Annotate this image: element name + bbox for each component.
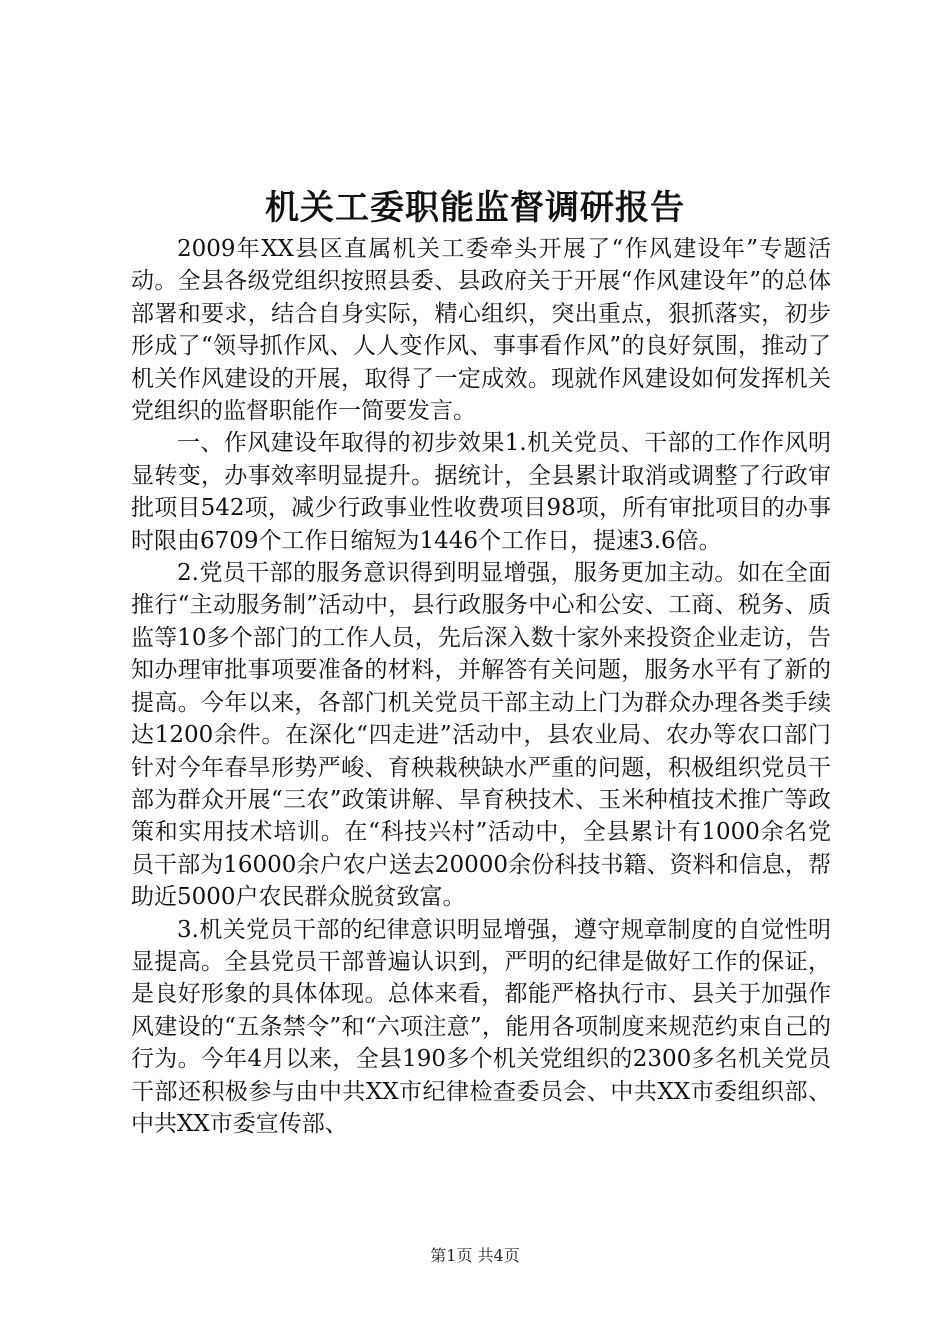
- document-title: 机关工委职能监督调研报告: [265, 188, 685, 228]
- paragraph-intro: 2009年XX县区直属机关工委牵头开展了“作风建设年”专题活动。全县各级党组织按照县委、县政府关于开展“作风建设年”的总体部署和要求，结合自身实际，精心组织，突出重点，狠抓落实，初步形成了“领导抓作风、人人变作风、事事看作风”的良好氛围，推动了机关作风建设的开展，取得了一定成效。现就作风建设如何发挥机关党组织的监督职能作一简要发言。: [131, 236, 831, 425]
- paragraph-item-two: 2.党员干部的服务意识得到明显增强，服务更加主动。如在全面推行“主动服务制”活动中，县行政服务中心和公安、工商、税务、质监等10多个部门的工作人员，先后深入数十家外来投资企业走访，告知办理审批事项要准备的材料，并解答有关问题，服务水平有了新的提高。今年以来，各部门机关党员干部主动上门为群众办理各类手续达1200余件。在深化“四走进”活动中，县农业局、农办等农口部门针对今年春旱形势严峻、育秧栽秧缺水严重的问题，积极组织党员干部为群众开展“三农”政策讲解、旱育秧技术、玉米种植技术推广等政策和实用技术培训。在“科技兴村”活动中，全县累计有1000余名党员干部为16000余户农户送去20000余份科技书籍、资料和信息，帮助近5000户农民群众脱贫致富。: [131, 560, 831, 911]
- document-body: [131, 233, 831, 1140]
- page-number-footer: 第1页 共4页: [430, 1246, 520, 1265]
- paragraph-item-three: 3.机关党员干部的纪律意识明显增强，遵守规章制度的自觉性明显提高。全县党员干部普遍认识到，严明的纪律是做好工作的保证，是良好形象的具体体现。总体来看，都能严格执行市、县关于加强作风建设的“五条禁令”和“六项注意”，能用各项制度来规范约束自己的行为。今年4月以来，全县190多个机关党组织的2300多名机关党员干部还积极参与由中共XX市纪律检查委员会、中共XX市委组织部、中共XX市委宣传部、: [131, 916, 831, 1137]
- paragraph-section-one: 一、作风建设年取得的初步效果1.机关党员、干部的工作作风明显转变，办事效率明显提升。据统计，全县累计取消或调整了行政审批项目542项，减少行政事业性收费项目98项，所有审批项目的办事时限由6709个工作日缩短为1446个工作日，提速3.6倍。: [131, 430, 831, 554]
